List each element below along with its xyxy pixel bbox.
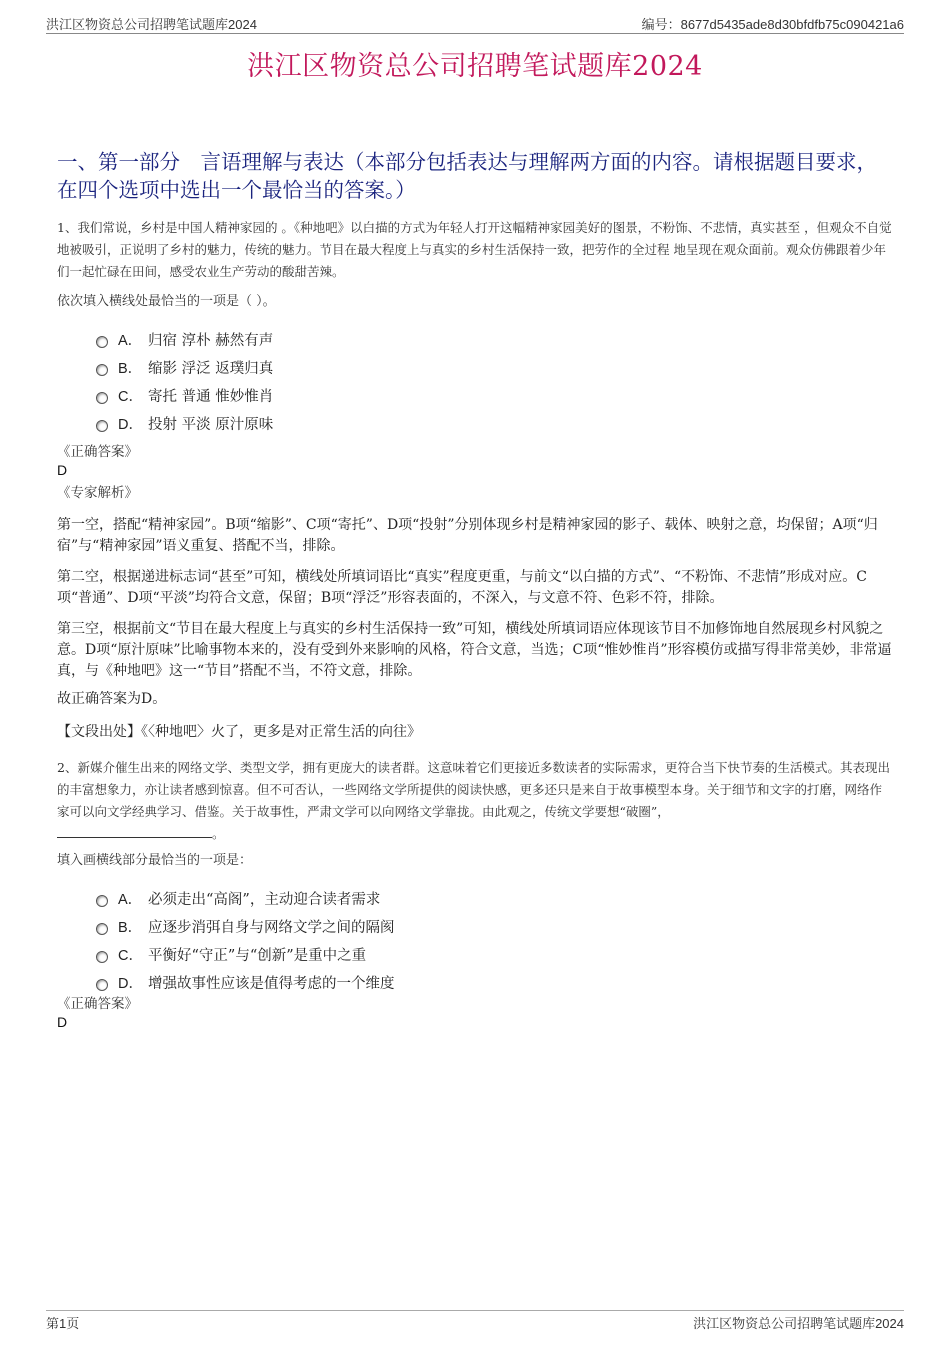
analysis-paragraph: 第二空，根据递进标志词“甚至”可知，横线处所填词语比“真实”程度更重，与前文“以白描的方式”、“不粉饰、不悲情”形成对应。C项“普通”、D项“平淡”均符合文意，保留；B项“浮泛”形容表面的，不深入，与文意不符、色彩不符，排除。 <box>57 569 867 606</box>
answer-label: 《正确答案》 <box>57 996 138 1012</box>
analysis-paragraph: 第一空，搭配“精神家园”。B项“缩影”、C项“寄托”、D项“投射”分别体现乡村是精神家园的影子、载体、映射之意，均保留；A项“归宿”与“精神家园”语义重复、搭配不当，排除。 <box>57 517 878 554</box>
footer-divider <box>46 1310 904 1311</box>
option-b[interactable]: B． 缩影 浮泛 返璞归真 <box>96 353 273 381</box>
radio-icon[interactable] <box>96 951 108 963</box>
document-id: 编号：8677d5435ade8d30bfdfb75c090421a6 <box>641 17 904 32</box>
section-heading: 一、第一部分 言语理解与表达（本部分包括表达与理解两方面的内容。请根据题目要求，在四个选项中选出一个最恰当的答案。） <box>57 150 877 202</box>
analysis-conclusion: 故正确答案为D。 <box>57 691 167 707</box>
option-c[interactable]: C． 平衡好“守正”与“创新”是重中之重 <box>96 940 395 968</box>
radio-icon[interactable] <box>96 336 108 348</box>
radio-icon[interactable] <box>96 979 108 991</box>
question-1-prompt: 依次填入横线处最恰当的一项是（ ）。 <box>57 294 276 309</box>
page-title: 洪江区物资总公司招聘笔试题库2024 <box>247 51 703 82</box>
option-d[interactable]: D． 投射 平淡 原汁原味 <box>96 409 273 437</box>
answer-value: D <box>57 462 68 478</box>
option-a[interactable]: A． 归宿 淳朴 赫然有声 <box>96 325 273 353</box>
option-a[interactable]: A． 必须走出“高阁”，主动迎合读者需求 <box>96 884 395 912</box>
question-1-text: 1、我们常说，乡村是中国人精神家园的 。《种地吧》以白描的方式为年轻人打开这幅精神家园美好的图景，不粉饰、不悲情，真实甚至 ，但观众不自觉地被吸引，正说明了乡村的魅力，传统的魅力。节目在最大程度上与真实的乡村生活保持一致，把劳作的全过程 地呈现在观众面前。观众仿佛跟着少年们一起忙碌在田间，感受农业生产劳动的酸甜苦辣。 <box>57 220 892 279</box>
answer-label: 《正确答案》 <box>57 444 138 460</box>
answer-value: D <box>57 1014 68 1030</box>
source-citation: 【文段出处】《〈种地吧〉火了，更多是对正常生活的向往》 <box>57 724 421 740</box>
option-b[interactable]: B． 应逐步消弭自身与网络文学之间的隔阂 <box>96 912 395 940</box>
radio-icon[interactable] <box>96 895 108 907</box>
question-2-options <box>96 884 395 996</box>
fill-blank <box>57 823 212 838</box>
header-title: 洪江区物资总公司招聘笔试题库2024 <box>46 17 257 32</box>
page-header <box>46 14 904 34</box>
page-number: 第1页 <box>46 1316 80 1331</box>
radio-icon[interactable] <box>96 392 108 404</box>
radio-icon[interactable] <box>96 364 108 376</box>
header-divider <box>46 33 904 34</box>
option-d[interactable]: D． 增强故事性应该是值得考虑的一个维度 <box>96 968 395 996</box>
analysis-paragraph: 第三空，根据前文“节目在最大程度上与真实的乡村生活保持一致”可知，横线处所填词语应体现该节目不加修饰地自然展现乡村风貌之意。D项“原汁原味”比喻事物本来的，没有受到外来影响的风格，符合文意，当选；C项“惟妙惟肖”形容模仿或描写得非常美妙，非常逼真，与《种地吧》这一“节目”搭配不当，不符文意，排除。 <box>57 621 892 679</box>
radio-icon[interactable] <box>96 923 108 935</box>
radio-icon[interactable] <box>96 420 108 432</box>
question-1-options <box>96 325 273 437</box>
option-c[interactable]: C． 寄托 普通 惟妙惟肖 <box>96 381 273 409</box>
question-2-prompt: 填入画横线部分最恰当的一项是： <box>57 853 253 868</box>
question-2-text: 2、新媒介催生出来的网络文学、类型文学，拥有更庞大的读者群。这意味着它们更接近多数读者的实际需求，更符合当下快节奏的生活模式。其表现出的丰富想象力，亦让读者感到惊喜。但不可否认，一些网络文学所提供的阅读快感，更多还只是来自于故事模型本身。关于细节和文字的打磨，网络作家可以向文学经典学习、借鉴。关于故事性，严肃文学可以向网络文学靠拢。由此观之，传统文学要想“破圈”， 。 <box>57 760 890 841</box>
analysis-label: 《专家解析》 <box>57 485 138 501</box>
footer-title: 洪江区物资总公司招聘笔试题库2024 <box>693 1316 904 1331</box>
